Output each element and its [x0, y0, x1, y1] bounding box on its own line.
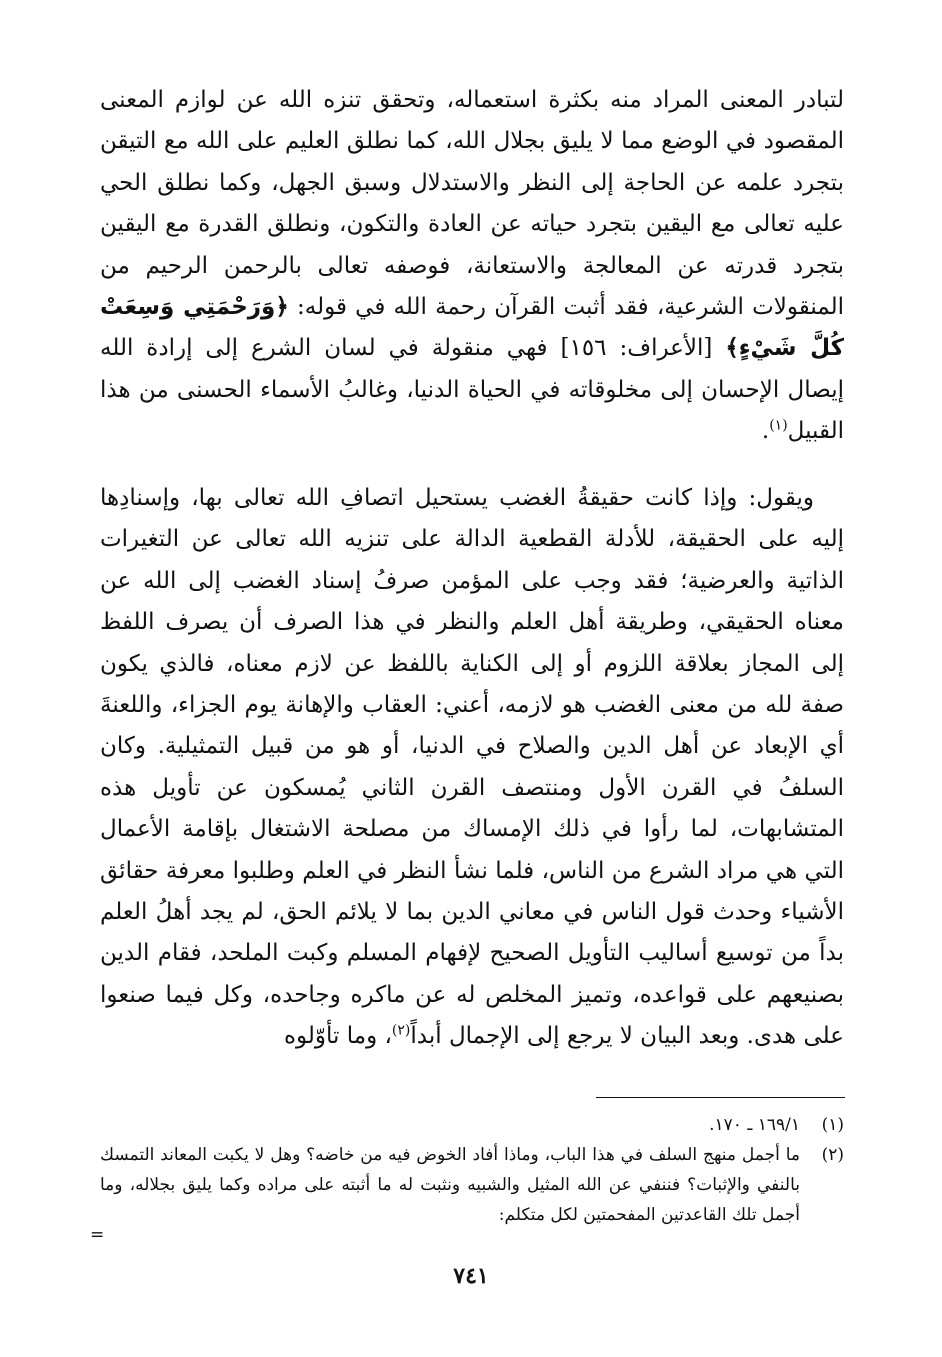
footnotes-section	[100, 1110, 844, 1230]
paragraph-text-tail: ، وما تأوّلوه	[283, 1023, 392, 1050]
quran-verse: ﴿وَرَحْمَتِي وَسِعَتْ كُلَّ شَيْءٍ﴾	[100, 294, 844, 362]
footnote-1	[100, 1110, 844, 1140]
footnote-text: ١٦٩/١ ـ ١٧٠.	[709, 1115, 800, 1135]
body-paragraph-1	[100, 80, 844, 453]
paragraph-text-continued: [الأعراف: ١٥٦] فهي منقولة في لسان الشرع إلى إرادة الله إيصال الإحسان إلى مخلوقاته في الحياة الدنيا، وغالبُ الأسماء الحسنى من هذا القبيل	[100, 335, 844, 445]
paragraph-text: لتبادر المعنى المراد منه بكثرة استعماله، وتحقق تنزه الله عن لوازم المعنى المقصود في الوضع مما لا يليق بجلال الله، كما نطلق العليم على الله مع التيقن بتجرد علمه عن الحاجة إلى النظر والاستدلال وسبق الجهل، وكما نطلق الحي عليه تعالى مع اليقين بتجرد حياته عن العادة والتكون، ونطلق القدرة مع اليقين بتجرد قدرته عن المعالجة والاستعانة، فوصفه تعالى بالرحمن الرحيم من المنقولات الشرعية، فقد أثبت القرآن رحمة الله في قوله:	[100, 87, 844, 321]
footnote-divider	[596, 1097, 845, 1098]
footnote-2	[100, 1140, 844, 1230]
body-paragraph-2	[100, 478, 844, 1058]
footnote-reference-1[interactable]: (١)	[769, 417, 788, 434]
paragraph-end-punctuation: .	[761, 418, 770, 445]
footnote-text: ما أجمل منهج السلف في هذا الباب، وماذا أفاد الخوض فيه من خاضه؟ وهل لا يكبت المعاند التمسك بالنفي والإثبات؟ فننفي عن الله المثيل والشبيه ونثبت له ما أثبته على مراده وكما يليق بجلاله، وما أجمل تلك القاعدتين المفحمتين لكل متكلم:	[100, 1145, 800, 1225]
page-number: ٧٤١	[453, 1263, 489, 1289]
footnote-number: (٢)	[821, 1145, 844, 1165]
footnote-number: (١)	[821, 1115, 844, 1135]
footnote-reference-2[interactable]: (٢)	[391, 1022, 411, 1039]
paragraph-text: ويقول: وإذا كانت حقيقةُ الغضب يستحيل اتصافِ الله تعالى بها، وإسنادِها إليه على الحقيقة، للأدلة القطعية الدالة على تنزيه الله تعالى عن التغيرات الذاتية والعرضية؛ فقد وجب على المؤمن صرفُ إسناد الغضب إلى الله عن معناه الحقيقي، وطريقة أهل العلم والنظر في هذا الصرف أن يصرف اللفظ إلى المجاز بعلاقة اللزوم أو إلى الكناية باللفظ عن لازم معناه، فالذي يكون صفة لله من معنى الغضب هو لازمه، أعني: العقاب والإهانة يوم الجزاء، واللعنةَ أي الإبعاد عن أهل الدين والصلاح في الدنيا، أو هو من قبيل التمثيلية. وكان السلفُ في القرن الأول ومنتصف القرن الثاني يُمسكون عن تأويل هذه المتشابهات، لما رأوا في ذلك الإمساك من مصلحة الاشتغال بإقامة الأعمال التي هي مراد الشرع من الناس، فلما نشأ النظر في العلم وطلبوا معرفة حقائق الأشياء وحدث قول الناس في معاني الدين بما لا يلائم الحق، لم يجد أهلُ العلم بداً من توسيع أساليب التأويل الصحيح لإفهام المسلم وكبت الملحد، فقام الدين بصنيعهم على قواعده، وتميز المخلص له عن ماكره وجاحده، وكل فيما صنعوا على هدى. وبعد البيان لا يرجع إلى الإجمال أبداً	[100, 485, 844, 1050]
continuation-mark: =	[90, 1225, 105, 1245]
